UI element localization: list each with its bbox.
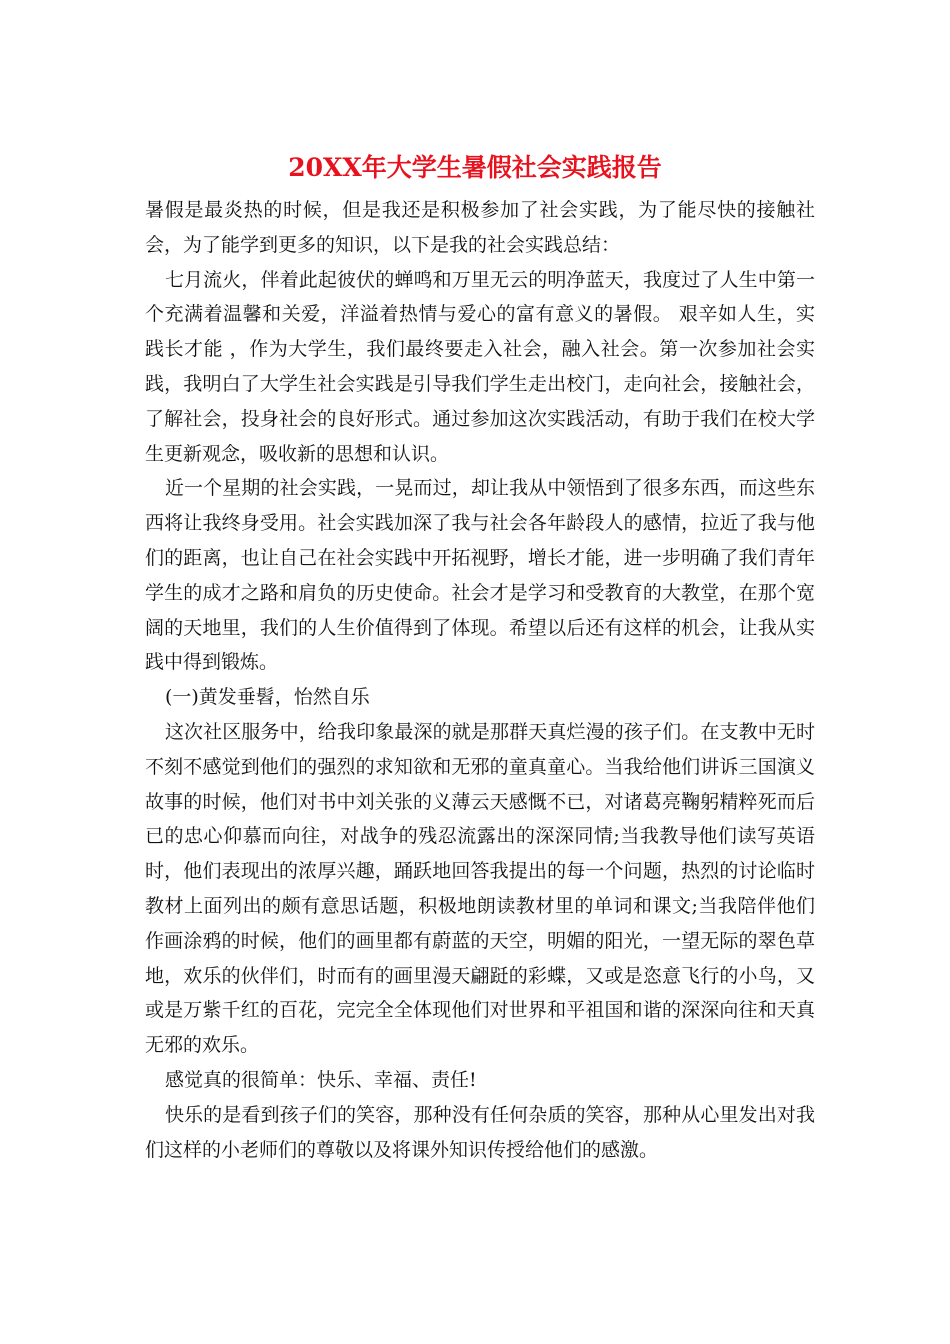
paragraph-feeling: 感觉真的很简单：快乐、幸福、责任! (164, 1068, 477, 1091)
document-body (145, 193, 815, 1167)
section-heading: (一)黄发垂髫，怡然自乐 (164, 686, 370, 709)
document-title: 20XX年大学生暑假社会实践报告 (288, 153, 662, 182)
paragraph-july: 七月流火，伴着此起彼伏的蝉鸣和万里无云的明净蓝天，我度过了人生中第一个充满着温馨和关爱，洋溢着热情与爱心的富有意义的暑假。 艰辛如人生，实践长才能 ，作为大学生，我们最终要走入社会，融入社会。第一次参加社会实践，我明白了大学生社会实践是引导我们学生走出校门，走向社会，接触社会，了解社会，投身社会的良好形式。通过参加这次实践活动，有助于我们在校大学生更新观念，吸收新的思想和认识。 (145, 268, 815, 465)
paragraph-children: 这次社区服务中，给我印象最深的就是那群天真烂漫的孩子们。在支教中无时不刻不感觉到他们的强烈的求知欲和无邪的童真童心。当我给他们讲诉三国演义故事的时候，他们对书中刘关张的义薄云天感慨不已，对诸葛亮鞠躬精粹死而后已的忠心仰慕而向往，对战争的残忍流露出的深深同情;当我教导他们读写英语时，他们表现出的浓厚兴趣，踊跃地回答我提出的每一个问题，热烈的讨论临时教材上面列出的颇有意思话题，积极地朗读教材里的单词和课文;当我陪伴他们作画涂鸦的时候，他们的画里都有蔚蓝的天空，明媚的阳光，一望无际的翠色草地，欢乐的伙伴们，时而有的画里漫天翩跹的彩蝶，又或是恣意飞行的小鸟，又或是万紫千红的百花，完完全全体现他们对世界和平祖国和谐的深深向往和天真无邪的欢乐。 (145, 720, 815, 1057)
paragraph-happiness: 快乐的是看到孩子们的笑容，那种没有任何杂质的笑容，那种从心里发出对我们这样的小老师们的尊敬以及将课外知识传授给他们的感激。 (145, 1103, 815, 1161)
paragraph-week: 近一个星期的社会实践，一晃而过，却让我从中领悟到了很多东西，而这些东西将让我终身受用。社会实践加深了我与社会各年龄段人的感情，拉近了我与他们的距离，也让自己在社会实践中开拓视野，增长才能，进一步明确了我们青年学生的成才之路和肩负的历史使命。社会才是学习和受教育的大教堂，在那个宽阔的天地里，我们的人生价值得到了体现。希望以后还有这样的机会，让我从实践中得到锻炼。 (145, 477, 815, 674)
paragraph-intro: 暑假是最炎热的时候，但是我还是积极参加了社会实践，为了能尽快的接触社会，为了能学到更多的知识，以下是我的社会实践总结： (145, 199, 815, 256)
